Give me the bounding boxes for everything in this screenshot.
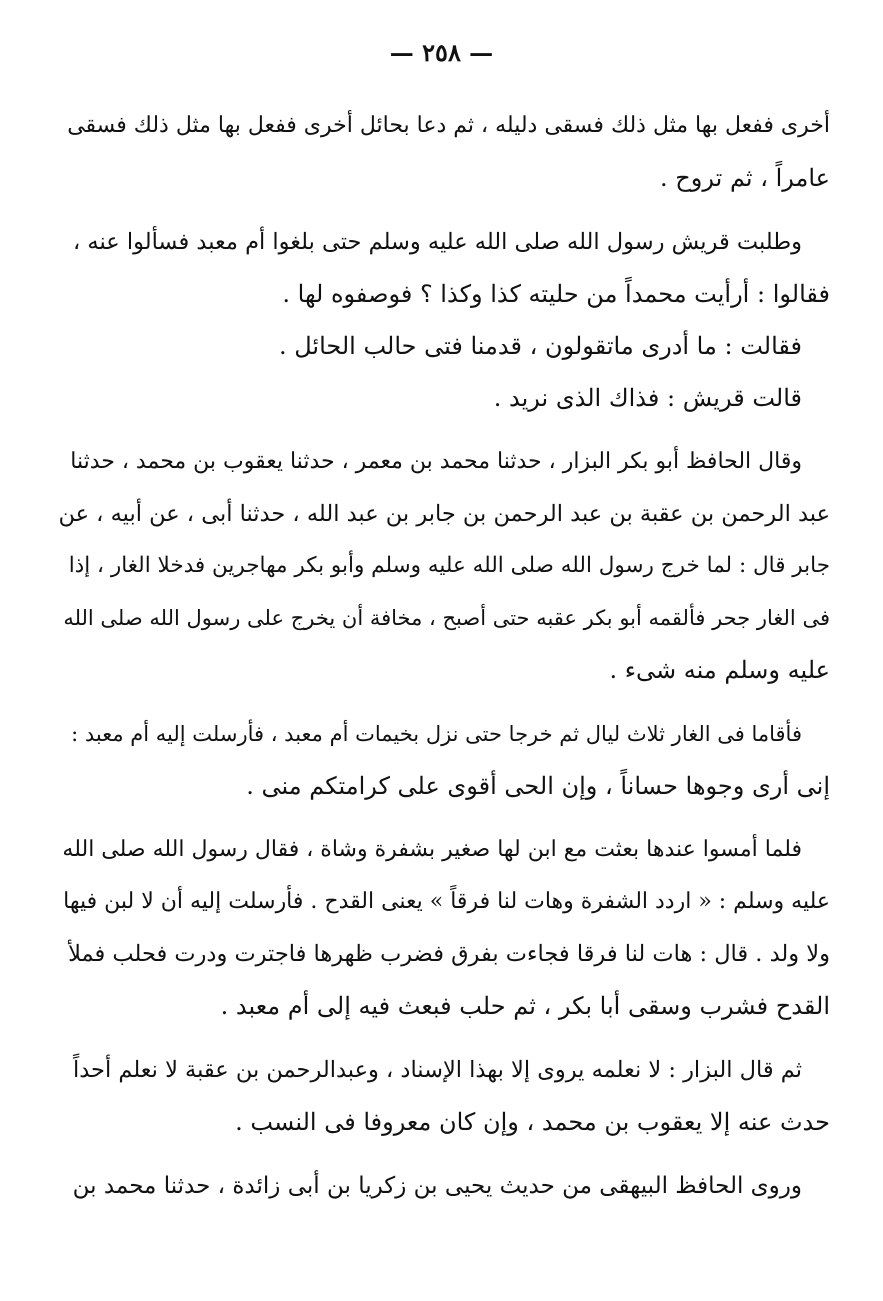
text-line: إنى أرى وجوها حساناً ، وإن الحى أقوى على كرامتكم منى . (246, 772, 830, 800)
text-line: قالت قريش : فذاك الذى نريد . (493, 384, 802, 412)
text-line: القدح فشرب وسقى أبا بكر ، ثم حلب فبعث فيه إلى أم معبد . (220, 992, 830, 1020)
text-line: ولا ولد . قال : هات لنا فرقا فجاءت بفرق فضرب ظهرها فاجترت ودرت فحلب فملأ (68, 941, 830, 967)
text-line: فقالت : ما أدرى ماتقولون ، قدمنا فتى حالب الحائل . (278, 332, 802, 360)
text-line: عليه وسلم منه شىء . (609, 656, 830, 684)
text-line: فقالوا : أرأيت محمداً من حليته كذا وكذا ؟ فوصفوه لها . (282, 280, 830, 308)
page-number: — ٢٥٨ — (389, 38, 494, 67)
body-text (58, 100, 830, 1212)
text-line: عامراً ، ثم تروح . (660, 164, 830, 192)
text-line: فى الغار جحر فألقمه أبو بكر عقبه حتى أصبح ، مخافة أن يخرج على رسول الله صلى الله (63, 606, 830, 630)
text-line: جابر قال : لما خرج رسول الله صلى الله عليه وسلم وأبو بكر مهاجرين فدخلا الغار ، إذا (68, 553, 830, 578)
text-line: عبد الرحمن بن عقبة بن عبد الرحمن بن جابر بن عبد الله ، حدثنا أبى ، عن أبيه ، عن (58, 501, 830, 527)
text-line: عليه وسلم : « اردد الشفرة وهات لنا فرقاً » يعنى القدح . فأرسلت إليه أن لا لبن فيها (63, 889, 830, 914)
text-line: أخرى ففعل بها مثل ذلك فسقى دليله ، ثم دعا بحائل أخرى ففعل بها مثل ذلك فسقى (67, 113, 830, 138)
text-line: فأقاما فى الغار ثلاث ليال ثم خرجا حتى نزل بخيمات أم معبد ، فأرسلت إليه أم معبد : (71, 722, 802, 746)
text-line: ثم قال البزار : لا نعلمه يروى إلا بهذا الإسناد ، وعبدالرحمن بن عقبة لا نعلم أحداً (73, 1057, 802, 1083)
text-line: وروى الحافظ البيهقى من حديث يحيى بن زكريا بن أبى زائدة ، حدثنا محمد بن (72, 1173, 802, 1199)
text-line: وطلبت قريش رسول الله صلى الله عليه وسلم حتى بلغوا أم معبد فسألوا عنه ، (73, 229, 802, 255)
text-line: حدث عنه إلا يعقوب بن محمد ، وإن كان معروفا فى النسب . (235, 1108, 830, 1136)
text-line: فلما أمسوا عندها بعثت مع ابن لها صغير بشفرة وشاة ، فقال رسول الله صلى الله (62, 837, 802, 862)
text-line: وقال الحافظ أبو بكر البزار ، حدثنا محمد بن معمر ، حدثنا يعقوب بن محمد ، حدثنا (70, 449, 802, 474)
